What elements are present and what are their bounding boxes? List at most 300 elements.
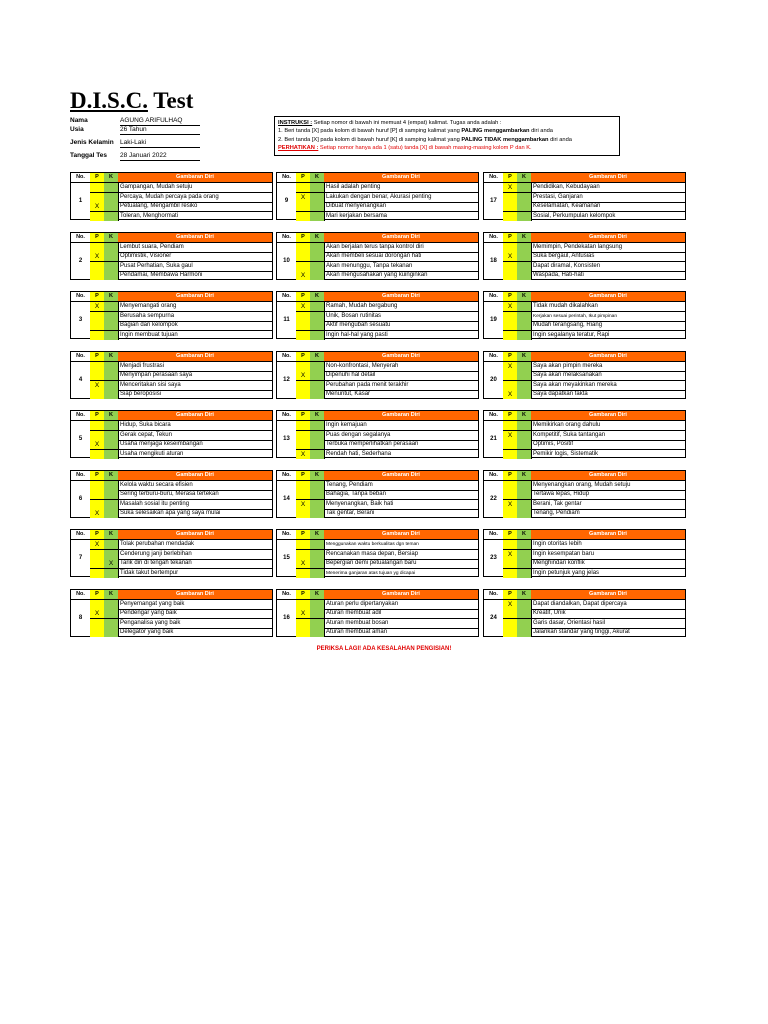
header-no: No.: [277, 173, 297, 182]
header-desc: Gambaran Diri: [531, 411, 685, 420]
p-cell[interactable]: [296, 540, 311, 549]
k-cell[interactable]: [517, 450, 532, 459]
disc-group-23: [483, 529, 686, 577]
k-cell[interactable]: [104, 390, 119, 399]
statement-row: [90, 550, 272, 560]
p-cell[interactable]: [90, 559, 105, 568]
k-cell[interactable]: [104, 619, 119, 628]
statement-text: Menyenangkan, Baik hati: [326, 500, 394, 507]
p-cell[interactable]: [503, 202, 518, 211]
k-cell[interactable]: [310, 540, 325, 549]
k-cell[interactable]: [517, 609, 532, 618]
p-cell[interactable]: [90, 212, 105, 221]
p-cell[interactable]: X: [90, 509, 105, 518]
k-cell[interactable]: [310, 362, 325, 371]
statement-text: Kerjakan sesuai perintah, Ikut pimpinan: [533, 313, 617, 319]
k-cell[interactable]: [104, 262, 119, 271]
info-value[interactable]: Laki-Laki: [120, 139, 200, 148]
p-cell[interactable]: [90, 312, 105, 321]
p-cell[interactable]: [503, 312, 518, 321]
p-cell[interactable]: [296, 628, 311, 637]
p-cell[interactable]: [296, 312, 311, 321]
k-cell[interactable]: [104, 609, 119, 618]
p-cell[interactable]: [90, 243, 105, 252]
k-cell[interactable]: [310, 331, 325, 340]
p-cell[interactable]: [296, 243, 311, 252]
instructions-warning: PERHATIKAN : Setiap nomor hanya ada 1 (satu) tanda [X] di bawah masing-masing kolom P dan K.: [278, 145, 532, 152]
k-cell[interactable]: [104, 362, 119, 371]
p-cell[interactable]: X: [296, 371, 311, 380]
p-cell[interactable]: [296, 431, 311, 440]
p-cell[interactable]: [503, 212, 518, 221]
k-cell[interactable]: [104, 212, 119, 221]
statement-row: [296, 321, 478, 331]
k-cell[interactable]: [310, 600, 325, 609]
statement-text: Penyemangat yang baik: [120, 600, 185, 607]
k-cell[interactable]: [517, 302, 532, 311]
statement-text: Kelola waktu secara efisien: [120, 481, 193, 488]
k-cell[interactable]: [517, 569, 532, 578]
k-cell[interactable]: [104, 381, 119, 390]
p-cell[interactable]: X: [503, 183, 518, 192]
p-cell[interactable]: [90, 183, 105, 192]
statement-text: Gerak cepat, Tekun: [120, 431, 172, 438]
p-cell[interactable]: [90, 390, 105, 399]
k-cell[interactable]: [104, 569, 119, 578]
p-cell[interactable]: [90, 431, 105, 440]
statement-row: [90, 421, 272, 431]
p-cell[interactable]: [503, 569, 518, 578]
k-cell[interactable]: [517, 212, 532, 221]
statement-row: [90, 202, 272, 212]
k-cell[interactable]: [517, 500, 532, 509]
statement-row: [90, 390, 272, 399]
k-cell[interactable]: [517, 628, 532, 637]
k-cell[interactable]: [104, 550, 119, 559]
info-value[interactable]: AGUNG ARIFULHAQ: [120, 117, 200, 126]
p-cell[interactable]: [503, 628, 518, 637]
k-cell[interactable]: [517, 600, 532, 609]
p-cell[interactable]: [90, 450, 105, 459]
k-cell[interactable]: [310, 262, 325, 271]
k-cell[interactable]: [310, 371, 325, 380]
p-cell[interactable]: [503, 271, 518, 280]
p-cell[interactable]: [90, 193, 105, 202]
statement-row: [503, 450, 685, 459]
k-cell[interactable]: [104, 540, 119, 549]
statement-text: Usaha mengikuti aturan: [120, 450, 184, 457]
header-k: K: [310, 590, 325, 599]
k-cell[interactable]: [104, 302, 119, 311]
k-cell[interactable]: [517, 262, 532, 271]
p-cell[interactable]: [296, 421, 311, 430]
p-cell[interactable]: [296, 331, 311, 340]
p-cell[interactable]: [503, 619, 518, 628]
k-cell[interactable]: [517, 193, 532, 202]
p-cell[interactable]: [296, 619, 311, 628]
header-desc: Gambaran Diri: [118, 530, 272, 539]
k-cell[interactable]: [517, 183, 532, 192]
statement-row: [296, 559, 478, 569]
k-cell[interactable]: [517, 619, 532, 628]
p-cell[interactable]: [503, 450, 518, 459]
k-cell[interactable]: [310, 193, 325, 202]
p-cell[interactable]: X: [90, 440, 105, 449]
k-cell[interactable]: [310, 550, 325, 559]
group-header: [484, 173, 685, 183]
header-desc: Gambaran Diri: [324, 233, 478, 242]
k-cell[interactable]: [104, 628, 119, 637]
group-header: [484, 471, 685, 481]
k-cell[interactable]: [310, 609, 325, 618]
header-p: P: [90, 411, 105, 420]
k-cell[interactable]: [310, 421, 325, 430]
statement-text: Ingin segalanya teratur, Rapi: [533, 331, 610, 338]
header-p: P: [90, 173, 105, 182]
p-cell[interactable]: X: [296, 302, 311, 311]
group-number: 18: [484, 243, 504, 279]
k-cell[interactable]: [310, 243, 325, 252]
statement-row: [503, 271, 685, 280]
k-cell[interactable]: [104, 193, 119, 202]
k-cell[interactable]: [517, 312, 532, 321]
statement-row: [296, 440, 478, 450]
statement-row: [90, 509, 272, 518]
header-no: No.: [277, 233, 297, 242]
p-cell[interactable]: [296, 321, 311, 330]
info-value[interactable]: 28 Januari 2022: [120, 152, 200, 161]
group-header: [484, 233, 685, 243]
header-p: P: [503, 471, 518, 480]
k-cell[interactable]: [310, 202, 325, 211]
p-cell[interactable]: X: [90, 381, 105, 390]
statement-row: [296, 628, 478, 637]
p-cell[interactable]: X: [503, 302, 518, 311]
header-p: P: [296, 352, 311, 361]
k-cell[interactable]: [517, 381, 532, 390]
k-cell[interactable]: [310, 212, 325, 221]
header-k: K: [310, 471, 325, 480]
k-cell[interactable]: [104, 243, 119, 252]
k-cell[interactable]: [104, 509, 119, 518]
k-cell[interactable]: [517, 243, 532, 252]
p-cell[interactable]: [503, 509, 518, 518]
statement-text: Hasil adalah penting: [326, 184, 381, 190]
statement-text: Hidup, Suka bicara: [120, 422, 171, 428]
p-cell[interactable]: [90, 628, 105, 637]
k-cell[interactable]: [517, 202, 532, 211]
statement-row: [296, 202, 478, 212]
header-k: K: [104, 471, 119, 480]
header-p: P: [296, 471, 311, 480]
p-cell[interactable]: [503, 243, 518, 252]
k-cell[interactable]: [517, 321, 532, 330]
statement-row: [503, 321, 685, 331]
p-cell[interactable]: [90, 362, 105, 371]
k-cell[interactable]: [104, 481, 119, 490]
statement-row: [503, 202, 685, 212]
k-cell[interactable]: [104, 421, 119, 430]
statement-row: [503, 421, 685, 431]
k-cell[interactable]: [310, 628, 325, 637]
p-cell[interactable]: [503, 321, 518, 330]
statement-text: Perubahan pada menit terakhir: [326, 381, 409, 388]
p-cell[interactable]: [296, 202, 311, 211]
k-cell[interactable]: [517, 390, 532, 399]
k-cell[interactable]: [310, 431, 325, 440]
info-value[interactable]: 26 Tahun: [120, 126, 200, 135]
header-desc: Gambaran Diri: [118, 233, 272, 242]
k-cell[interactable]: [104, 600, 119, 609]
k-cell[interactable]: [517, 331, 532, 340]
k-cell[interactable]: [310, 559, 325, 568]
header-k: K: [310, 292, 325, 301]
disc-group-6: [70, 470, 273, 518]
p-cell[interactable]: [90, 490, 105, 499]
p-cell[interactable]: [503, 262, 518, 271]
k-cell[interactable]: [104, 312, 119, 321]
k-cell[interactable]: [310, 381, 325, 390]
header-desc: Gambaran Diri: [531, 173, 685, 182]
group-header: [484, 530, 685, 540]
k-cell[interactable]: [104, 500, 119, 509]
disc-group-18: [483, 232, 686, 280]
k-cell[interactable]: [104, 252, 119, 261]
k-cell[interactable]: [310, 183, 325, 192]
k-cell[interactable]: [104, 321, 119, 330]
k-cell[interactable]: [517, 559, 532, 568]
k-cell[interactable]: [310, 440, 325, 449]
statement-text: Tarik diri di tengah tekanan: [120, 560, 192, 566]
k-cell[interactable]: [104, 440, 119, 449]
statement-text: Tenang, Pendiam: [326, 481, 373, 488]
p-cell[interactable]: [503, 540, 518, 549]
p-cell[interactable]: X: [296, 193, 311, 202]
p-cell[interactable]: X: [296, 609, 311, 618]
k-cell[interactable]: [104, 431, 119, 440]
p-cell[interactable]: [90, 371, 105, 380]
k-cell[interactable]: [104, 183, 119, 192]
header-k: K: [310, 173, 325, 182]
p-cell[interactable]: [296, 440, 311, 449]
p-cell[interactable]: [503, 490, 518, 499]
k-cell[interactable]: [517, 431, 532, 440]
p-cell[interactable]: [503, 609, 518, 618]
k-cell[interactable]: [310, 390, 325, 399]
statement-text: Menerima ganjaran atas tujuan yg dicapai: [326, 570, 416, 576]
group-number: 8: [71, 600, 91, 636]
statement-row: [296, 183, 478, 193]
header-k: K: [517, 292, 532, 301]
header-p: P: [503, 292, 518, 301]
group-header: [277, 590, 478, 600]
disc-group-14: [276, 470, 479, 518]
statement-row: [90, 312, 272, 322]
k-cell[interactable]: [517, 440, 532, 449]
statement-row: [503, 600, 685, 610]
p-cell[interactable]: X: [90, 302, 105, 311]
k-cell[interactable]: [310, 302, 325, 311]
disc-group-16: [276, 589, 479, 637]
p-cell[interactable]: [90, 500, 105, 509]
p-cell[interactable]: [296, 252, 311, 261]
p-cell[interactable]: [503, 559, 518, 568]
statement-row: [503, 628, 685, 637]
p-cell[interactable]: [296, 212, 311, 221]
statement-row: [296, 490, 478, 500]
p-cell[interactable]: X: [296, 500, 311, 509]
statement-text: Sosial, Perkumpulan kelompok: [533, 212, 616, 219]
statement-text: Menyenangkan orang, Mudah setuju: [533, 481, 631, 488]
group-number: 7: [71, 540, 91, 576]
header-p: P: [296, 411, 311, 420]
k-cell[interactable]: [310, 481, 325, 490]
k-cell[interactable]: [310, 321, 325, 330]
p-cell[interactable]: [503, 481, 518, 490]
k-cell[interactable]: X: [104, 559, 119, 568]
k-cell[interactable]: [517, 271, 532, 280]
k-cell[interactable]: [310, 619, 325, 628]
p-cell[interactable]: [90, 600, 105, 609]
p-cell[interactable]: [503, 381, 518, 390]
header-no: No.: [71, 590, 91, 599]
k-cell[interactable]: [310, 252, 325, 261]
p-cell[interactable]: [296, 509, 311, 518]
p-cell[interactable]: [296, 381, 311, 390]
p-cell[interactable]: [296, 490, 311, 499]
header-no: No.: [484, 173, 504, 182]
k-cell[interactable]: [517, 252, 532, 261]
title-main: D.I.S.C.: [70, 88, 148, 113]
p-cell[interactable]: [296, 262, 311, 271]
k-cell[interactable]: [310, 450, 325, 459]
k-cell[interactable]: [104, 490, 119, 499]
k-cell[interactable]: [517, 509, 532, 518]
p-cell[interactable]: [296, 550, 311, 559]
statement-text: Tidak mudah dikalahkan: [533, 303, 598, 309]
p-cell[interactable]: X: [296, 450, 311, 459]
group-number: 10: [277, 243, 297, 279]
error-message: PERIKSA LAGI! ADA KESALAHAN PENGISIAN!: [316, 646, 452, 652]
k-cell[interactable]: [104, 331, 119, 340]
k-cell[interactable]: [517, 481, 532, 490]
p-cell[interactable]: [90, 321, 105, 330]
p-cell[interactable]: [90, 619, 105, 628]
p-cell[interactable]: [503, 371, 518, 380]
statement-row: [503, 609, 685, 619]
p-cell[interactable]: X: [503, 390, 518, 399]
k-cell[interactable]: [517, 362, 532, 371]
statement-text: Unik, Bosan rutinitas: [326, 312, 382, 319]
statement-row: [296, 500, 478, 510]
p-cell[interactable]: [90, 271, 105, 280]
p-cell[interactable]: X: [90, 252, 105, 261]
group-header: [484, 292, 685, 302]
p-cell[interactable]: [503, 193, 518, 202]
k-cell[interactable]: [104, 271, 119, 280]
p-cell[interactable]: X: [503, 362, 518, 371]
p-cell[interactable]: [503, 331, 518, 340]
k-cell[interactable]: [104, 202, 119, 211]
k-cell[interactable]: [310, 312, 325, 321]
p-cell[interactable]: X: [503, 600, 518, 609]
k-cell[interactable]: [517, 371, 532, 380]
k-cell[interactable]: [104, 371, 119, 380]
p-cell[interactable]: X: [90, 202, 105, 211]
k-cell[interactable]: [517, 540, 532, 549]
p-cell[interactable]: [90, 569, 105, 578]
statement-text: Masalah sosial itu penting: [120, 500, 190, 507]
p-cell[interactable]: [296, 183, 311, 192]
p-cell[interactable]: [296, 481, 311, 490]
statement-row: [90, 321, 272, 331]
k-cell[interactable]: [517, 490, 532, 499]
header-no: No.: [484, 352, 504, 361]
statement-row: [503, 371, 685, 381]
p-cell[interactable]: X: [296, 271, 311, 280]
header-desc: Gambaran Diri: [324, 173, 478, 182]
statement-text: Optimistik, Visioner: [120, 253, 172, 259]
p-cell[interactable]: X: [296, 559, 311, 568]
k-cell[interactable]: [517, 421, 532, 430]
p-cell[interactable]: X: [503, 550, 518, 559]
group-number: 13: [277, 421, 297, 457]
header-desc: Gambaran Diri: [324, 471, 478, 480]
p-cell[interactable]: [503, 440, 518, 449]
p-cell[interactable]: [90, 421, 105, 430]
statement-text: Aturan membuat adil: [326, 610, 382, 616]
p-cell[interactable]: [296, 390, 311, 399]
p-cell[interactable]: [296, 569, 311, 578]
group-number: 11: [277, 302, 297, 338]
k-cell[interactable]: [310, 500, 325, 509]
p-cell[interactable]: X: [503, 431, 518, 440]
header-k: K: [104, 590, 119, 599]
p-cell[interactable]: [296, 362, 311, 371]
p-cell[interactable]: [90, 550, 105, 559]
statement-row: [90, 193, 272, 203]
k-cell[interactable]: [104, 450, 119, 459]
p-cell[interactable]: [90, 481, 105, 490]
k-cell[interactable]: [310, 271, 325, 280]
statement-text: Puas dengan segalanya: [326, 431, 391, 438]
header-k: K: [517, 411, 532, 420]
p-cell[interactable]: X: [90, 540, 105, 549]
p-cell[interactable]: [296, 600, 311, 609]
statement-text: Saya akan meyakinkan mereka: [533, 381, 617, 388]
p-cell[interactable]: X: [90, 609, 105, 618]
k-cell[interactable]: [310, 569, 325, 578]
statement-row: [90, 500, 272, 510]
header-k: K: [104, 173, 119, 182]
disc-group-15: [276, 529, 479, 577]
k-cell[interactable]: [310, 490, 325, 499]
k-cell[interactable]: [517, 550, 532, 559]
p-cell[interactable]: [90, 262, 105, 271]
statement-text: Jalankan standar yang tinggi, Akurat: [533, 629, 630, 635]
page-title: [70, 88, 193, 114]
statement-text: Tidak takut bertempur: [120, 569, 179, 576]
group-header: [277, 233, 478, 243]
p-cell[interactable]: [90, 331, 105, 340]
p-cell[interactable]: [503, 421, 518, 430]
statement-row: [296, 550, 478, 560]
p-cell[interactable]: X: [503, 252, 518, 261]
p-cell[interactable]: X: [503, 500, 518, 509]
group-header: [71, 173, 272, 183]
k-cell[interactable]: [310, 509, 325, 518]
statement-text: Saya akan melaksanakan: [533, 372, 602, 378]
